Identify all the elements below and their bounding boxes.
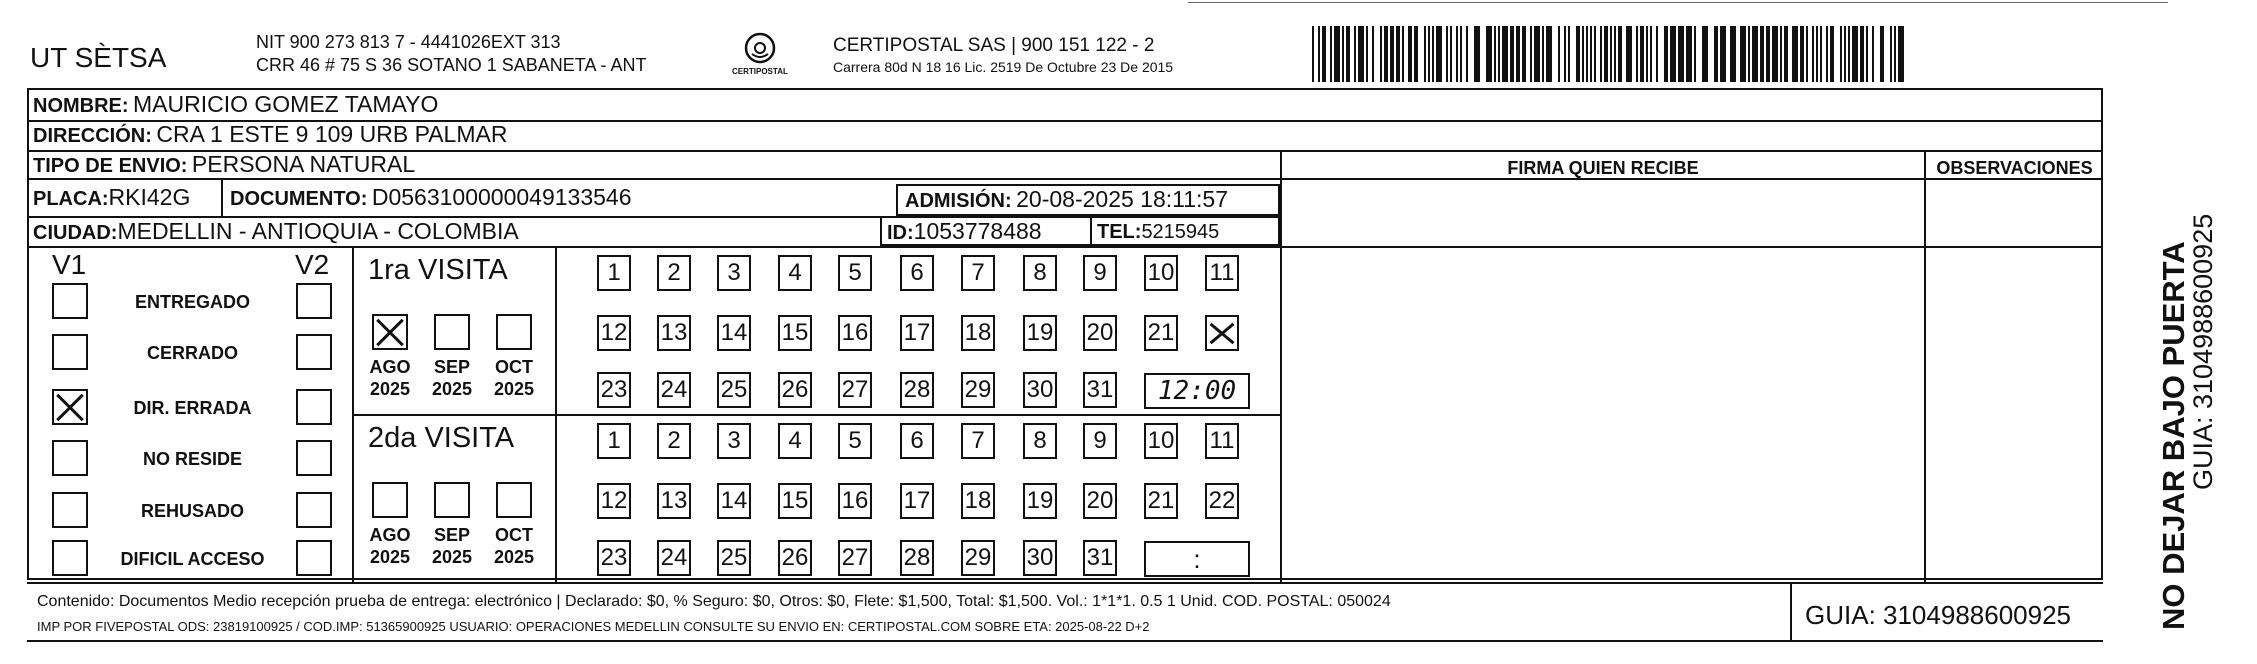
day-box[interactable]: 4 bbox=[778, 423, 812, 459]
side-guia: GUIA: 3104988600925 bbox=[2188, 213, 2218, 490]
day-box[interactable]: 12 bbox=[597, 483, 631, 519]
barcode bbox=[1312, 26, 1908, 82]
v2-checkbox[interactable] bbox=[296, 492, 332, 528]
month-checkbox[interactable] bbox=[496, 482, 532, 518]
footer-guia: GUIA: 3104988600925 bbox=[1805, 600, 2071, 630]
day-box[interactable]: 27 bbox=[838, 540, 872, 576]
observations-area[interactable] bbox=[1926, 178, 2103, 582]
day-box[interactable]: 31 bbox=[1083, 540, 1117, 576]
field-divider bbox=[221, 178, 223, 216]
license-line: Carrera 80d N 18 16 Lic. 2519 De Octubre 23 De 2015 bbox=[833, 59, 1174, 75]
day-box[interactable]: 1 bbox=[597, 423, 631, 459]
address-line: CRR 46 # 75 S 36 SOTANO 1 SABANETA - ANT bbox=[256, 55, 647, 75]
v1-checkbox[interactable] bbox=[52, 492, 88, 528]
observaciones-heading: OBSERVACIONES bbox=[1936, 158, 2093, 178]
day-box[interactable]: 30 bbox=[1023, 540, 1057, 576]
v2-checkbox[interactable] bbox=[296, 334, 332, 370]
day-box[interactable]: 26 bbox=[778, 372, 812, 408]
company-name: UT SÈTSA bbox=[30, 42, 167, 73]
day-box[interactable]: 28 bbox=[900, 540, 934, 576]
day-box[interactable]: 20 bbox=[1083, 315, 1117, 351]
time-box[interactable]: : bbox=[1144, 541, 1250, 577]
status-option-label: ENTREGADO bbox=[134, 292, 250, 312]
day-box[interactable]: 21 bbox=[1144, 483, 1178, 519]
day-box[interactable]: 18 bbox=[961, 483, 995, 519]
day-box[interactable]: 5 bbox=[838, 423, 872, 459]
day-box[interactable]: 23 bbox=[597, 540, 631, 576]
month-checkbox[interactable] bbox=[372, 314, 408, 350]
month-label: OCT 2025 bbox=[493, 357, 535, 399]
day-box[interactable]: 26 bbox=[778, 540, 812, 576]
v1-checkbox[interactable] bbox=[52, 540, 88, 576]
day-box[interactable]: 19 bbox=[1023, 483, 1057, 519]
top-edge-line bbox=[1188, 2, 2168, 3]
day-box[interactable]: 17 bbox=[900, 483, 934, 519]
day-box[interactable]: 24 bbox=[657, 540, 691, 576]
day-box[interactable]: 16 bbox=[838, 483, 872, 519]
firma-heading: FIRMA QUIEN RECIBE bbox=[1507, 158, 1699, 178]
day-box[interactable]: 30 bbox=[1023, 372, 1057, 408]
field-divider bbox=[1090, 216, 1092, 246]
day-box[interactable]: 15 bbox=[778, 315, 812, 351]
day-box[interactable]: 11 bbox=[1205, 255, 1239, 291]
day-box[interactable]: 21 bbox=[1144, 315, 1178, 351]
month-checkbox[interactable] bbox=[434, 482, 470, 518]
day-box[interactable]: 15 bbox=[778, 483, 812, 519]
month-label: SEP 2025 bbox=[431, 525, 473, 567]
v2-checkbox[interactable] bbox=[296, 540, 332, 576]
status-option-label: REHUSADO bbox=[140, 501, 244, 521]
day-box[interactable]: 10 bbox=[1144, 423, 1178, 459]
day-box[interactable]: 18 bbox=[961, 315, 995, 351]
no-dejar-bajo-puerta: NO DEJAR BAJO PUERTA bbox=[2156, 241, 2191, 630]
day-box[interactable]: 20 bbox=[1083, 483, 1117, 519]
admision-field: ADMISIÓN: 20-08-2025 18:11:57 bbox=[905, 186, 1228, 212]
tipo-envio-field: TIPO DE ENVIO: PERSONA NATURAL bbox=[33, 151, 416, 177]
month-label: AGO 2025 bbox=[369, 357, 411, 399]
day-box[interactable]: 10 bbox=[1144, 255, 1178, 291]
month-label: OCT 2025 bbox=[493, 525, 535, 567]
day-box[interactable]: 14 bbox=[717, 483, 751, 519]
day-box[interactable]: 25 bbox=[717, 372, 751, 408]
month-label: SEP 2025 bbox=[431, 357, 473, 399]
nit-line: NIT 900 273 813 7 - 4441026EXT 313 bbox=[256, 32, 561, 52]
day-box[interactable]: 29 bbox=[961, 372, 995, 408]
status-option-label: NO RESIDE bbox=[142, 449, 243, 469]
v2-checkbox[interactable] bbox=[296, 283, 332, 319]
v1-checkbox[interactable] bbox=[52, 440, 88, 476]
day-box[interactable]: 23 bbox=[597, 372, 631, 408]
day-box[interactable]: 6 bbox=[900, 255, 934, 291]
v1-checkbox[interactable] bbox=[52, 389, 88, 425]
v2-checkbox[interactable] bbox=[296, 440, 332, 476]
day-box[interactable]: 8 bbox=[1023, 423, 1057, 459]
nombre-field: NOMBRE: MAURICIO GOMEZ TAMAYO bbox=[33, 91, 439, 117]
day-box[interactable]: 3 bbox=[717, 423, 751, 459]
footer-imp-line: IMP POR FIVEPOSTAL ODS: 23819100925 / COD.IMP: 51365900925 USUARIO: OPERACIONES MEDELLIN CONSULTE SU ENVIO EN: CERTIPOSTAL.COM SOBRE ETA: 2025-08-22 D+2 bbox=[37, 619, 1150, 634]
day-box[interactable]: 22 bbox=[1205, 483, 1239, 519]
day-box[interactable]: 11 bbox=[1205, 423, 1239, 459]
day-box[interactable]: 13 bbox=[657, 483, 691, 519]
documento-field: DOCUMENTO: D0563100000049133546 bbox=[230, 184, 632, 210]
day-box[interactable]: 2 bbox=[657, 255, 691, 291]
v1-checkbox[interactable] bbox=[52, 334, 88, 370]
status-option-label: CERRADO bbox=[146, 343, 238, 363]
month-checkbox[interactable] bbox=[496, 314, 532, 350]
day-box[interactable]: 4 bbox=[778, 255, 812, 291]
day-box[interactable]: 19 bbox=[1023, 315, 1057, 351]
day-box[interactable]: 9 bbox=[1083, 255, 1117, 291]
footer-divider-vertical bbox=[1790, 582, 1792, 642]
day-box[interactable]: 27 bbox=[838, 372, 872, 408]
ciudad-field: CIUDAD:MEDELLIN - ANTIOQUIA - COLOMBIA bbox=[33, 218, 519, 244]
v2-checkbox[interactable] bbox=[296, 389, 332, 425]
tel-field: TEL:5215945 bbox=[1097, 221, 1220, 243]
time-box[interactable]: 12:00 bbox=[1144, 373, 1250, 409]
certipostal-line: CERTIPOSTAL SAS | 900 151 122 - 2 bbox=[833, 35, 1155, 56]
day-box[interactable]: 14 bbox=[717, 315, 751, 351]
day-box[interactable]: 28 bbox=[900, 372, 934, 408]
month-label: AGO 2025 bbox=[369, 525, 411, 567]
status-option-label: DIR. ERRADA bbox=[133, 398, 252, 418]
visit-title: 1ra VISITA bbox=[368, 254, 508, 286]
day-box[interactable]: 12 bbox=[597, 315, 631, 351]
footer-content-line: Contenido: Documentos Medio recepción prueba de entrega: electrónico | Declarado: $0, % Seguro: $0, Otros: $0, Flete: $1,500, Total: $1,500. Vol.: 1*1*1. 0.5 1 Unid. COD. POSTAL: 050024 bbox=[37, 593, 1391, 610]
visit-divider bbox=[352, 414, 1280, 416]
day-box[interactable]: 7 bbox=[961, 255, 995, 291]
day-box[interactable]: 2 bbox=[657, 423, 691, 459]
day-box[interactable]: 3 bbox=[717, 255, 751, 291]
day-box[interactable]: 6 bbox=[900, 423, 934, 459]
day-box[interactable]: 24 bbox=[657, 372, 691, 408]
v2-heading: V2 bbox=[295, 249, 330, 280]
certipostal-logo bbox=[732, 30, 788, 80]
month-checkbox[interactable] bbox=[434, 314, 470, 350]
visit-title: 2da VISITA bbox=[368, 422, 515, 454]
signature-area[interactable] bbox=[1282, 178, 1924, 582]
day-box[interactable]: 29 bbox=[961, 540, 995, 576]
placa-field: PLACA:RKI42G bbox=[33, 184, 191, 210]
day-box[interactable]: 7 bbox=[961, 423, 995, 459]
id-field: ID:1053778488 bbox=[887, 218, 1042, 244]
v1-heading: V1 bbox=[52, 249, 87, 280]
day-box[interactable]: 8 bbox=[1023, 255, 1057, 291]
day-box[interactable]: 16 bbox=[838, 315, 872, 351]
day-box[interactable]: 31 bbox=[1083, 372, 1117, 408]
day-box[interactable] bbox=[1205, 315, 1239, 351]
day-box[interactable]: 17 bbox=[900, 315, 934, 351]
v1-checkbox[interactable] bbox=[52, 283, 88, 319]
bottom-line bbox=[27, 640, 2103, 642]
direccion-field: DIRECCIÓN: CRA 1 ESTE 9 109 URB PALMAR bbox=[33, 121, 508, 147]
day-box[interactable]: 1 bbox=[597, 255, 631, 291]
month-checkbox[interactable] bbox=[372, 482, 408, 518]
logo-text: CERTIPOSTAL bbox=[732, 67, 788, 76]
day-box[interactable]: 9 bbox=[1083, 423, 1117, 459]
day-box[interactable]: 5 bbox=[838, 255, 872, 291]
day-box[interactable]: 13 bbox=[657, 315, 691, 351]
status-option-label: DIFICIL ACCESO bbox=[120, 549, 265, 569]
day-box[interactable]: 25 bbox=[717, 540, 751, 576]
